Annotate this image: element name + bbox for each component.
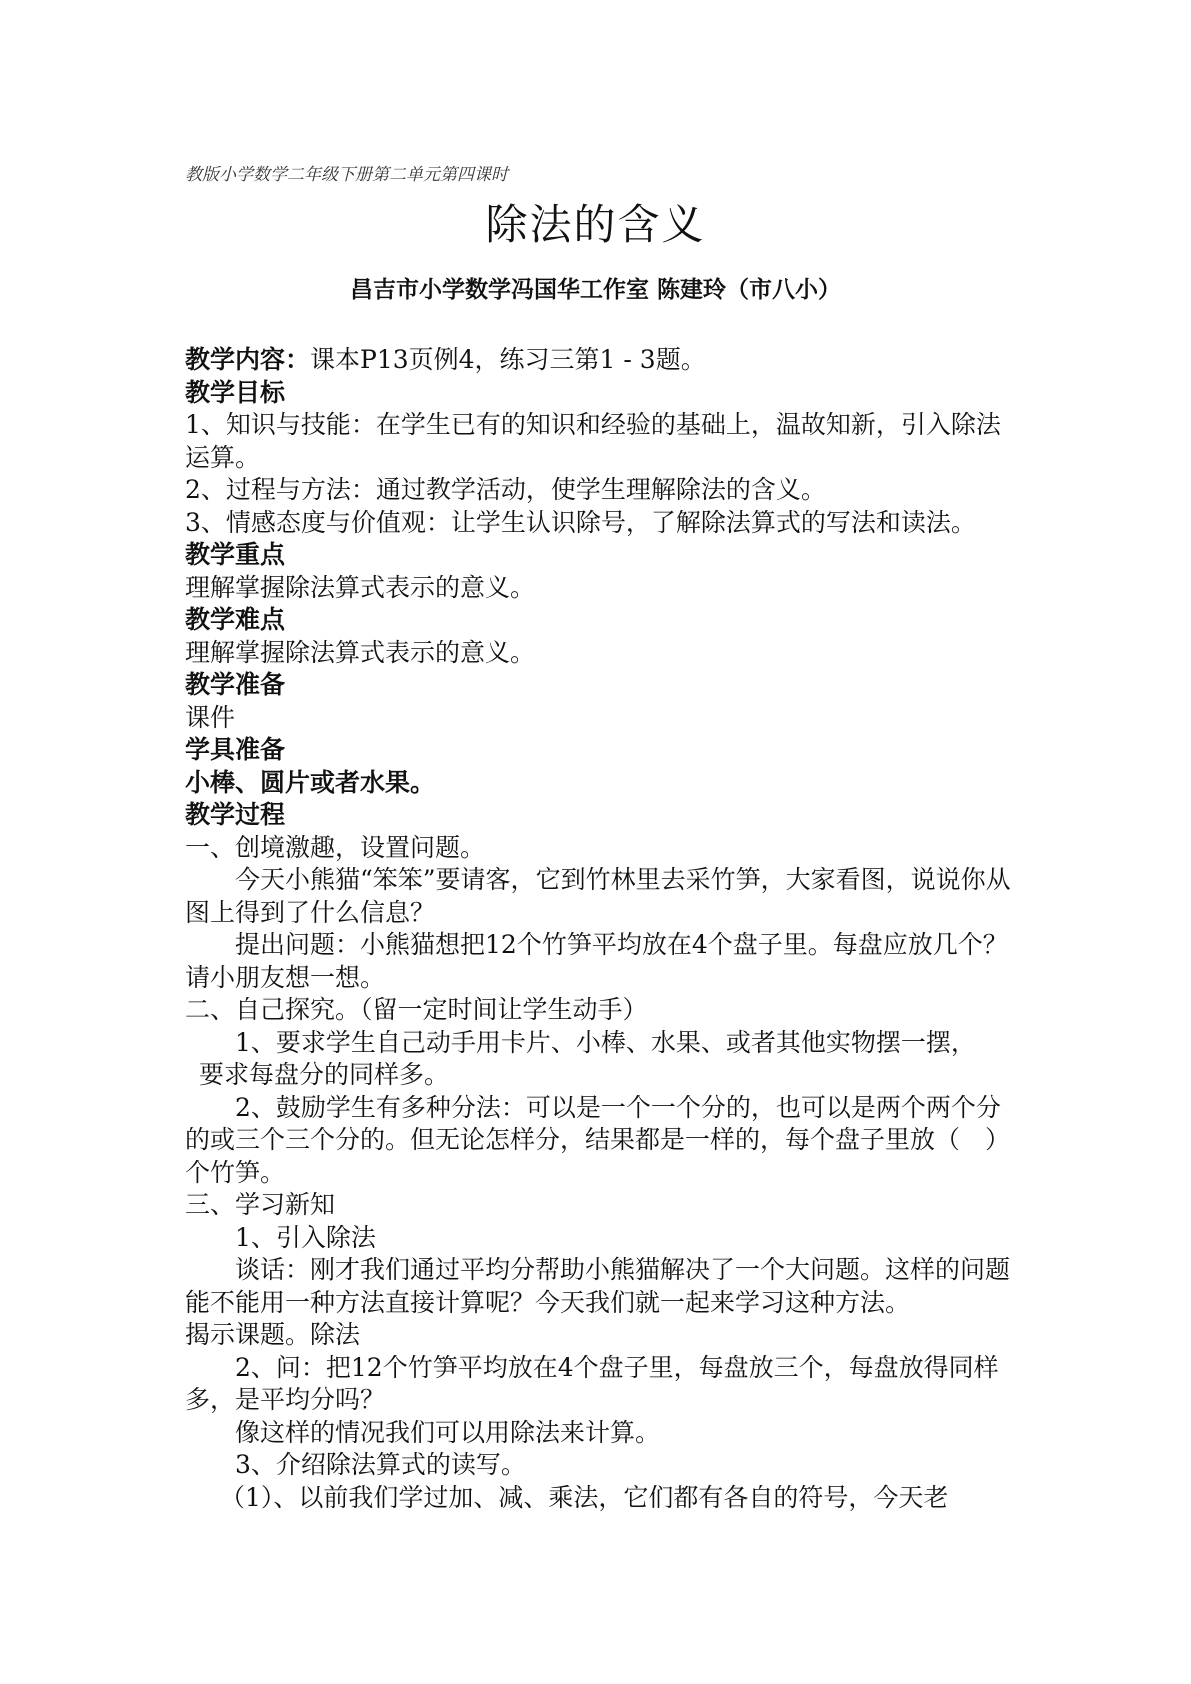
document-body: [185, 344, 1015, 1514]
goal-item: 2、过程与方法：通过教学活动，使学生理解除法的含义。: [185, 475, 826, 504]
section-3-title: 三、学习新知: [185, 1190, 336, 1219]
prep-heading: 教学准备: [185, 670, 286, 699]
key-point-heading: 教学重点: [185, 540, 286, 569]
process-heading: 教学过程: [185, 800, 286, 829]
content-label: 教学内容：: [185, 345, 311, 374]
key-point-text: 理解掌握除法算式表示的意义。: [185, 572, 536, 602]
goals-heading: 教学目标: [185, 377, 286, 407]
tools-heading: 学具准备: [185, 735, 286, 764]
content-line: [185, 344, 1015, 377]
prep-text: 课件: [185, 702, 236, 732]
header-note: 教版小学数学二年级下册第二单元第四课时: [185, 165, 508, 185]
section-1-paragraph: 提出问题：小熊猫想把12个竹笋平均放在4个盘子里。每盘应放几个？请小朋友想一想。: [185, 930, 1008, 992]
section-3-paragraph: 2、问：把12个竹笋平均放在4个盘子里，每盘放三个，每盘放得同样多，是平均分吗？: [185, 1352, 999, 1414]
section-2-paragraph-cont: 要求每盘分的同样多。: [199, 1060, 450, 1089]
section-3-subtitle: 3、介绍除法算式的读写。: [235, 1450, 526, 1479]
section-2-title: 二、自己探究。（留一定时间让学生动手）: [185, 995, 648, 1024]
section-3-subtitle: 1、引入除法: [235, 1222, 376, 1252]
section-1-title: 一、创境激趣，设置问题。: [185, 832, 486, 862]
difficulty-heading: 教学难点: [185, 605, 286, 634]
section-3-paragraph: （1）、以前我们学过加、减、乘法，它们都有各自的符号，今天老: [220, 1482, 949, 1512]
tools-text: 小棒、圆片或者水果。: [185, 767, 436, 797]
section-3-reveal: 揭示课题。除法: [185, 1320, 361, 1349]
goal-item: 3、情感态度与价值观：让学生认识除号，了解除法算式的写法和读法。: [185, 507, 976, 537]
goal-item: 1、知识与技能：在学生已有的知识和经验的基础上，温故知新，引入除法运算。: [185, 410, 1001, 472]
section-1-paragraph: 今天小熊猫“笨笨”要请客，它到竹林里去采竹笋，大家看图，说说你从图上得到了什么信息？: [185, 865, 1011, 927]
section-2-paragraph: 2、鼓励学生有多种分法：可以是一个一个分的，也可以是两个两个分的或三个三个分的。但无论怎样分，结果都是一样的，每个盘子里放（ ）个竹笋。: [185, 1092, 1011, 1187]
section-3-paragraph: 谈话：刚才我们通过平均分帮助小熊猫解决了一个大问题。这样的问题能不能用一种方法直接计算呢？今天我们就一起来学习这种方法。: [185, 1255, 1011, 1317]
section-3-paragraph: 像这样的情况我们可以用除法来计算。: [235, 1417, 661, 1447]
content-text: 课本P13页例4，练习三第1 - 3题。: [310, 345, 706, 374]
page-title: 除法的含义: [485, 200, 706, 249]
section-2-paragraph: 1、要求学生自己动手用卡片、小棒、水果、或者其他实物摆一摆，: [235, 1027, 976, 1057]
difficulty-text: 理解掌握除法算式表示的意义。: [185, 637, 536, 667]
author-line: 昌吉市小学数学冯国华工作室 陈建玲（市八小）: [349, 277, 841, 303]
